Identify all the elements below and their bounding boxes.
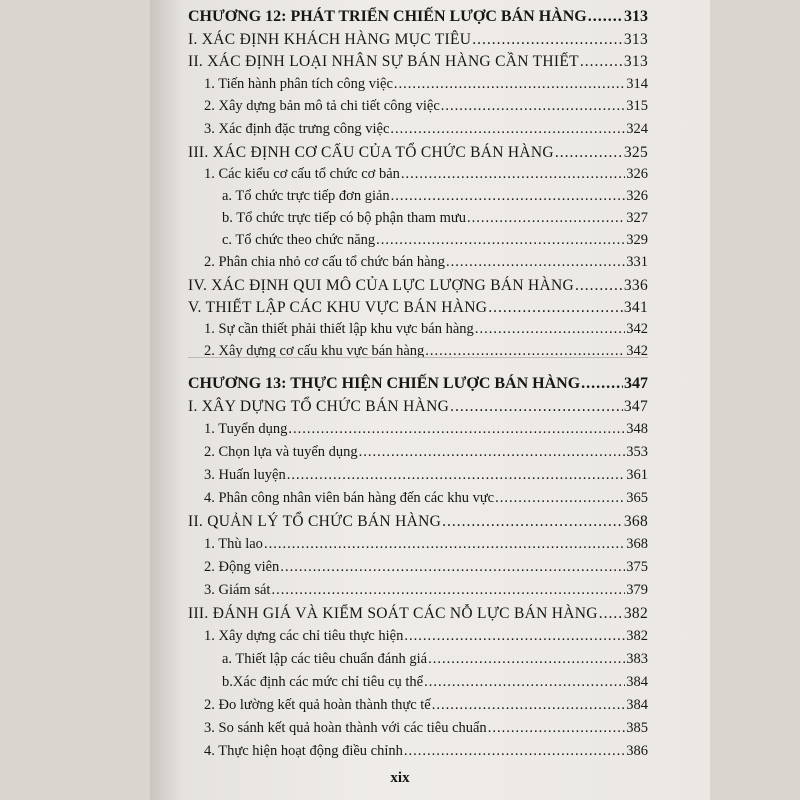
- toc-entry: 3. Xác định đặc trưng công việc ..... 324: [188, 121, 648, 143]
- toc-entry: III. XÁC ĐỊNH CƠ CẤU CỦA TỔ CHỨC BÁN HÀNG ..... 325: [188, 144, 648, 166]
- page-number: xix: [390, 770, 410, 786]
- toc-entry: 1. Thù lao ..... 368: [188, 536, 648, 558]
- toc-entry: I. XÁC ĐỊNH KHÁCH HÀNG MỤC TIÊU ..... 313: [188, 31, 648, 53]
- toc-entry: 4. Thực hiện hoạt động điều chỉnh ..... 386: [188, 743, 648, 765]
- toc-page: 313: [624, 8, 648, 25]
- toc-entry: 1. Sự cần thiết phải thiết lập khu vực bán hàng ..... 342: [188, 321, 648, 343]
- toc-entry: c. Tổ chức theo chức năng ..... 329: [188, 232, 648, 254]
- toc-entry: 2. Xây dựng cơ cấu khu vực bán hàng ..... 342: [188, 343, 648, 365]
- toc-chapter-13-title: [188, 375, 648, 397]
- toc-entry: II. QUẢN LÝ TỔ CHỨC BÁN HÀNG ..... 368: [188, 513, 648, 535]
- toc-entry: 1. Tuyển dụng ..... 348: [188, 421, 648, 443]
- toc-label: CHƯƠNG 13: THỰC HIỆN CHIẾN LƯỢC BÁN HÀNG: [188, 375, 581, 392]
- toc-entry: 3. Huấn luyện ..... 361: [188, 467, 648, 489]
- toc-entry: 3. Giám sát ..... 379: [188, 582, 648, 604]
- toc-entry: V. THIẾT LẬP CÁC KHU VỰC BÁN HÀNG ..... 341: [188, 299, 648, 321]
- toc-entry: a. Tổ chức trực tiếp đơn giản ..... 326: [188, 188, 648, 210]
- toc-entry: 3. So sánh kết quả hoàn thành với các tiêu chuẩn ..... 385: [188, 720, 648, 742]
- toc-entry: b.Xác định các mức chỉ tiêu cụ thể ..... 384: [188, 674, 648, 696]
- toc-entry: III. ĐÁNH GIÁ VÀ KIỂM SOÁT CÁC NỖ LỰC BÁN HÀNG ..... 382: [188, 605, 648, 627]
- toc-entry: 2. Chọn lựa và tuyển dụng ..... 353: [188, 444, 648, 466]
- toc-entry: 2. Xây dựng bản mô tả chi tiết công việc ..... 315: [188, 98, 648, 120]
- toc-entry: 1. Các kiểu cơ cấu tổ chức cơ bản ..... 326: [188, 166, 648, 188]
- section-divider: [188, 357, 648, 358]
- toc-entry: a. Thiết lập các tiêu chuẩn đánh giá ..... 383: [188, 651, 648, 673]
- toc-page: 347: [624, 375, 648, 392]
- toc-entry: 1. Tiến hành phân tích công việc ..... 314: [188, 76, 648, 98]
- toc-chapter-12-title: [188, 8, 648, 30]
- toc-entry: 1. Xây dựng các chỉ tiêu thực hiện ..... 382: [188, 628, 648, 650]
- toc-entry: 2. Đo lường kết quả hoàn thành thực tế ..... 384: [188, 697, 648, 719]
- toc-label: CHƯƠNG 12: PHÁT TRIỂN CHIẾN LƯỢC BÁN HÀNG: [188, 8, 587, 25]
- toc-entry: b. Tổ chức trực tiếp có bộ phận tham mưu ..... 327: [188, 210, 648, 232]
- toc-entry: I. XÂY DỰNG TỔ CHỨC BÁN HÀNG ..... 347: [188, 398, 648, 420]
- toc-entry: 2. Phân chia nhỏ cơ cấu tổ chức bán hàng ..... 331: [188, 254, 648, 276]
- toc-entry: IV. XÁC ĐỊNH QUI MÔ CỦA LỰC LƯỢNG BÁN HÀNG ..... 336: [188, 277, 648, 299]
- toc-entry: II. XÁC ĐỊNH LOẠI NHÂN SỰ BÁN HÀNG CẦN THIẾT ..... 313: [188, 53, 648, 75]
- toc-entry: 2. Động viên ..... 375: [188, 559, 648, 581]
- toc-entry: 4. Phân công nhân viên bán hàng đến các khu vực ..... 365: [188, 490, 648, 512]
